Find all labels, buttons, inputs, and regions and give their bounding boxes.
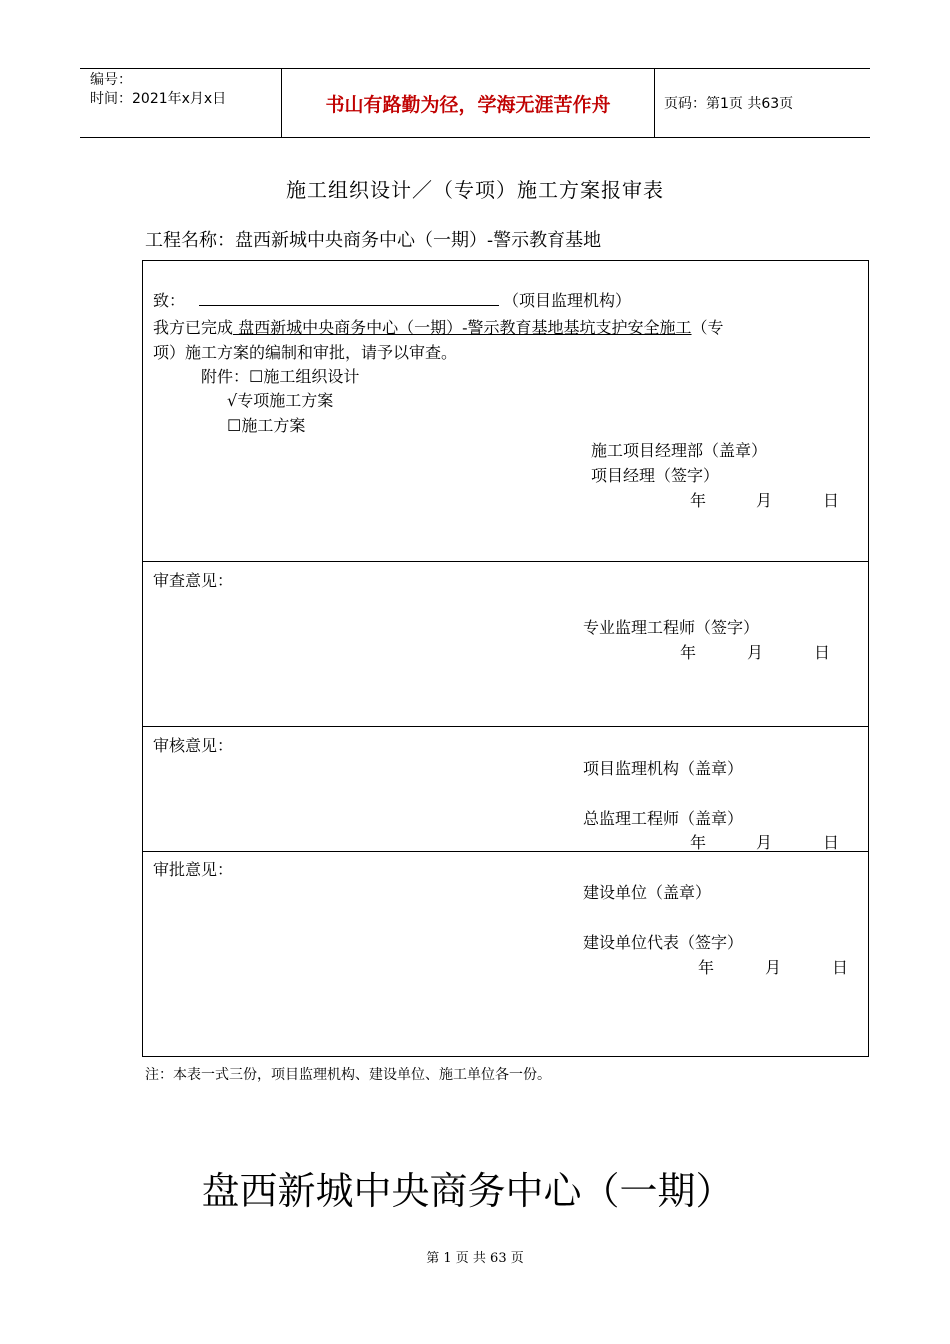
row-divider xyxy=(142,561,869,562)
attachment-option-2: √专项施工方案 xyxy=(227,391,334,410)
approval-label: 审批意见： xyxy=(153,860,234,879)
project-name: 工程名称：盘西新城中央商务中心（一期）-警示教育基地 xyxy=(145,230,602,251)
date-month: 月 xyxy=(756,491,773,510)
header-divider xyxy=(654,69,655,137)
chief-engineer-seal: 总监理工程师（盖章） xyxy=(583,809,744,828)
supervision-seal: 项目监理机构（盖章） xyxy=(583,759,744,778)
statement-project: 盘西新城中央商务中心（一期）-警示教育基地基坑支护安全施工 xyxy=(233,318,692,337)
attachment-option-3: ☐施工方案 xyxy=(227,416,306,435)
document-title: 盘西新城中央商务中心（一期） xyxy=(201,1169,734,1213)
row-divider xyxy=(142,726,869,727)
date-month: 月 xyxy=(747,643,764,662)
date-year: 年 xyxy=(698,958,715,977)
statement-suffix: （专 xyxy=(691,318,724,337)
time-label: 时间：2021年x月x日 xyxy=(90,91,227,107)
to-suffix: （项目监理机构） xyxy=(503,291,632,310)
form-note: 注：本表一式三份，项目监理机构、建设单位、施工单位各一份。 xyxy=(145,1067,551,1083)
date-year: 年 xyxy=(680,643,697,662)
contractor-seal: 施工项目经理部（盖章） xyxy=(591,441,768,460)
owner-representative-sign: 建设单位代表（签字） xyxy=(583,933,744,952)
owner-seal: 建设单位（盖章） xyxy=(583,883,712,902)
addressee-line xyxy=(153,288,631,311)
date-year: 年 xyxy=(690,833,707,852)
date-day: 日 xyxy=(814,643,831,662)
header-meta xyxy=(90,71,226,109)
statement-prefix: 我方已完成 xyxy=(153,318,234,337)
header-table xyxy=(80,68,870,138)
date-month: 月 xyxy=(765,958,782,977)
review-label: 审查意见： xyxy=(153,571,234,590)
attachment-option-1: 附件：☐施工组织设计 xyxy=(201,367,360,386)
project-manager-sign: 项目经理（签字） xyxy=(591,466,720,485)
addressee-blank xyxy=(199,291,499,306)
statement-line-2: 项）施工方案的编制和审批，请予以审查。 xyxy=(153,343,458,362)
form-title: 施工组织设计／（专项）施工方案报审表 xyxy=(286,178,664,202)
date-month: 月 xyxy=(756,833,773,852)
date-day: 日 xyxy=(832,958,849,977)
to-label: 致： xyxy=(153,291,186,310)
date-year: 年 xyxy=(690,491,707,510)
number-label: 编号： xyxy=(90,72,132,88)
date-day: 日 xyxy=(823,491,840,510)
supervising-engineer-sign: 专业监理工程师（签字） xyxy=(583,618,760,637)
audit-label: 审核意见： xyxy=(153,736,234,755)
header-motto: 书山有路勤为径，学海无涯苦作舟 xyxy=(325,93,611,116)
date-day: 日 xyxy=(823,833,840,852)
statement-line xyxy=(153,315,724,338)
page-footer: 第 1 页 共 63 页 xyxy=(426,1251,524,1266)
header-page-info: 页码：第1页 共63页 xyxy=(664,96,794,112)
